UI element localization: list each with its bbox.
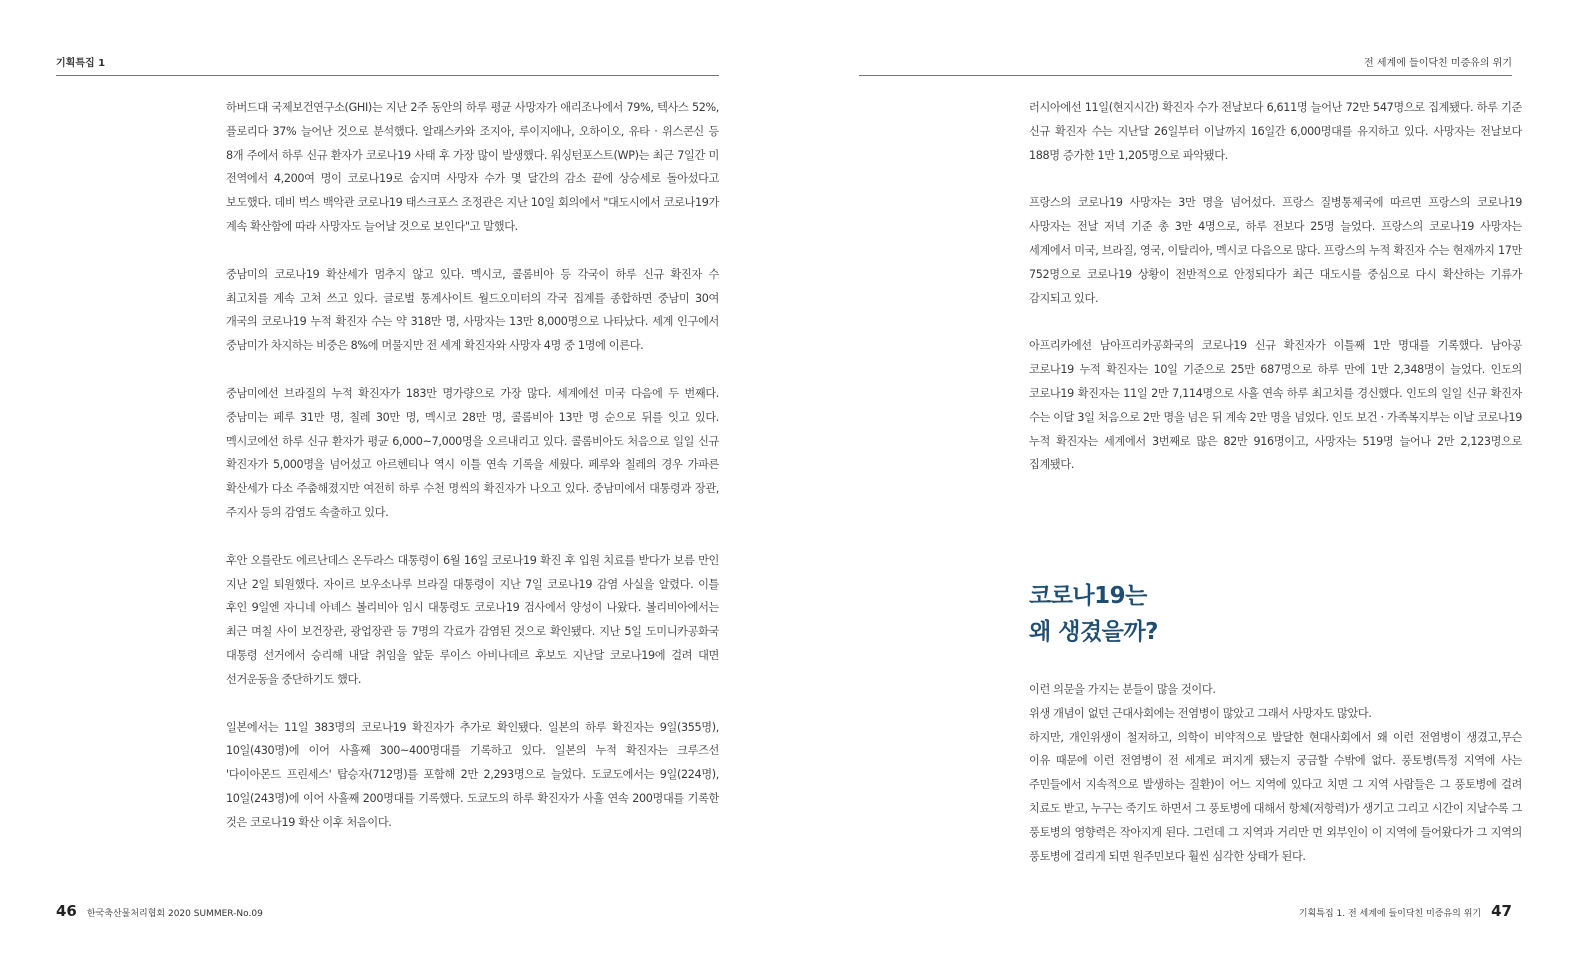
paragraph: 중남미에선 브라질의 누적 확진자가 183만 명가량으로 가장 많다. 세계에선 미국 다음에 두 번째다. 중남미는 페루 31만 명, 칠레 30만 명, 멕시코 28만 명, 콜롬비아 13만 명 순으로 뒤를 잇고 있다. 멕시코에선 하루 신규 환자가 평균 6,000~7,000명을 오르내리고 있다. 콜롬비아도 처음으로 일일 신규 확진자가 5,000명을 넘어섰고 아르헨티나 역시 이틀 연속 기록을 세웠다. 페루와 칠레의 경우 가파른 확산세가 다소 주춤해졌지만 여전히 하루 수천 명씩의 확진자가 나오고 있다. 중남미에서 대통령과 장관, 주지사 등의 감염도 속출하고 있다. — [226, 386, 719, 519]
section-heading — [1029, 578, 1158, 650]
paragraph: 하버드대 국제보건연구소(GHI)는 지난 2주 동안의 하루 평균 사망자가 애리조나에서 79%, 텍사스 52%, 플로리다 37% 늘어난 것으로 분석했다. 알래스카와 조지아, 루이지애나, 오하이오, 유타 · 위스콘신 등 8개 주에서 하루 신규 환자가 코로나19 사태 후 가장 많이 발생했다. 워싱턴포스트(WP)는 최근 7일간 미 전역에서 4,200여 명이 코로나19로 숨지며 사망자 수가 몇 달간의 감소 끝에 상승세로 돌아섰다고 보도했다. 데비 벅스 백악관 코로나19 태스크포스 조정관은 지난 10일 회의에서 "대도시에서 코로나19가 계속 확산함에 따라 사망자도 늘어날 것으로 보인다"고 말했다. — [226, 101, 719, 233]
running-head-left: 기획특집 1 — [56, 58, 106, 69]
left-body-column — [226, 96, 719, 859]
section-body — [1029, 678, 1522, 868]
paragraph: 일본에서는 11일 383명의 코로나19 확진자가 추가로 확인됐다. 일본의 하루 확진자는 9일(355명), 10일(430명)에 이어 사흘째 300~400명대를 기록하고 있다. 일본의 누적 확진자는 크루즈선 '다이아몬드 프린세스' 탑승자(712명)를 포함해 2만 2,293명으로 늘었다. 도쿄도에서는 9일(224명), 10일(243명)에 이어 사흘째 200명대를 기록했다. 도쿄도의 하루 확진자가 사흘 연속 200명대를 기록한 것은 코로나19 확산 이후 처음이다. — [226, 720, 719, 829]
folio-left — [56, 902, 263, 920]
section-line: 하지만, 개인위생이 철저하고, 의학이 비약적으로 발달한 현대사회에서 왜 이런 전염병이 생겼고,무슨 이유 때문에 이런 전염병이 전 세계로 퍼지게 됐는지 궁금할 수밖에 없다. 풍토병(특정 지역에 사는 주민들에서 지속적으로 발생하는 질환)이 어느 지역에 있다고 치면 그 지역 사람들은 그 풍토병에 걸려 치료도 받고, 누구는 죽기도 하면서 그 풍토병에 대해서 항체(저항력)가 생기고 그리고 시간이 지날수록 그 풍토병의 영향력은 작아지게 된다. 그런데 그 지역과 거리만 먼 외부인이 이 지역에 들어왔다가 그 지역의 풍토병에 걸리게 되면 원주민보다 훨씬 심각한 상태가 된다. — [1029, 730, 1522, 863]
header-rule-left — [56, 75, 719, 76]
running-head-right: 전 세계에 들이닥친 미증유의 위기 — [1364, 58, 1512, 69]
section-line: 이런 의문을 가지는 분들이 많을 것이다. — [1029, 683, 1216, 696]
paragraph: 아프리카에선 남아프리카공화국의 코로나19 신규 확진자가 이틀째 1만 명대를 기록했다. 남아공 코로나19 누적 확진자는 10일 기준으로 25만 687명으로 하루 만에 1만 2,348명이 늘었다. 인도의 코로나19 확진자는 11일 2만 7,114명으로 사흘 연속 하루 최고치를 경신했다. 인도의 일일 신규 확진자 수는 이달 3일 처음으로 2만 명을 넘은 뒤 계속 2만 명을 넘었다. 인도 보건 · 가족복지부는 이날 코로나19 누적 확진자는 세계에서 3번째로 많은 82만 916명이고, 사망자는 519명 늘어나 2만 2,123명으로 집계됐다. — [1029, 339, 1522, 472]
paragraph: 러시아에선 11일(현지시간) 확진자 수가 전날보다 6,611명 늘어난 72만 547명으로 집계됐다. 하루 기준 신규 확진자 수는 지난달 26일부터 이날까지 16일간 6,000명대를 유지하고 있다. 사망자는 전날보다 188명 증가한 1만 1,205명으로 파악됐다. — [1029, 101, 1522, 162]
page-number: 47 — [1491, 902, 1512, 920]
paragraph: 프랑스의 코로나19 사망자는 3만 명을 넘어섰다. 프랑스 질병통제국에 따르면 프랑스의 코로나19 사망자는 전날 저녁 기준 총 3만 4명으로, 하루 전보다 25명 늘었다. 프랑스의 코로나19 사망자는 세계에서 미국, 브라질, 영국, 이탈리아, 멕시코 다음으로 많다. 프랑스의 누적 확진자 수는 현재까지 17만 752명으로 코로나19 상황이 전반적으로 안정되다가 최근 대도시를 중심으로 다시 확산하는 기류가 감지되고 있다. — [1029, 196, 1522, 305]
folio-right — [1299, 902, 1512, 920]
heading-line: 코로나19는 — [1029, 583, 1147, 609]
section-line: 위생 개념이 없던 근대사회에는 전염병이 많았고 그래서 사망자도 많았다. — [1029, 706, 1372, 720]
heading-line: 왜 생겼을까? — [1029, 619, 1158, 645]
right-page — [793, 0, 1586, 970]
section-title: 기획특집 1. 전 세계에 들이닥친 미증유의 위기 — [1298, 909, 1482, 919]
publication-name: 한국축산물처리협회 2020 SUMMER-No.09 — [86, 909, 263, 919]
paragraph: 후안 오를란도 에르난데스 온두라스 대통령이 6월 16일 코로나19 확진 후 입원 치료를 받다가 보름 만인 지난 2일 퇴원했다. 자이르 보우소나루 브라질 대통령이 지난 7일 코로나19 감염 사실을 알렸다. 이틀 후인 9일엔 자니네 아녜스 볼리비아 임시 대통령도 코로나19 검사에서 양성이 나왔다. 볼리비아에서는 최근 며칠 사이 보건장관, 광업장관 등 7명의 각료가 감염된 것으로 확인됐다. 지난 5일 도미니카공화국 대통령 선거에서 승리해 내달 취임을 앞둔 루이스 아비나데르 후보도 지난달 코로나19에 걸려 대면 선거운동을 중단하기도 했다. — [226, 553, 719, 686]
page-number: 46 — [56, 902, 77, 920]
paragraph: 중남미의 코로나19 확산세가 멈추지 않고 있다. 멕시코, 콜롬비아 등 각국이 하루 신규 확진자 수 최고치를 계속 고쳐 쓰고 있다. 글로벌 통계사이트 월드오미터의 각국 집계를 종합하면 중남미 30여 개국의 코로나19 누적 확진자 수는 약 318만 명, 사망자는 13만 8,000명으로 나타났다. 세계 인구에서 중남미가 차지하는 비중은 8%에 머물지만 전 세계 확진자와 사망자 4명 중 1명에 이른다. — [226, 267, 719, 353]
right-body-column — [1029, 96, 1522, 501]
header-rule-right — [859, 75, 1512, 76]
